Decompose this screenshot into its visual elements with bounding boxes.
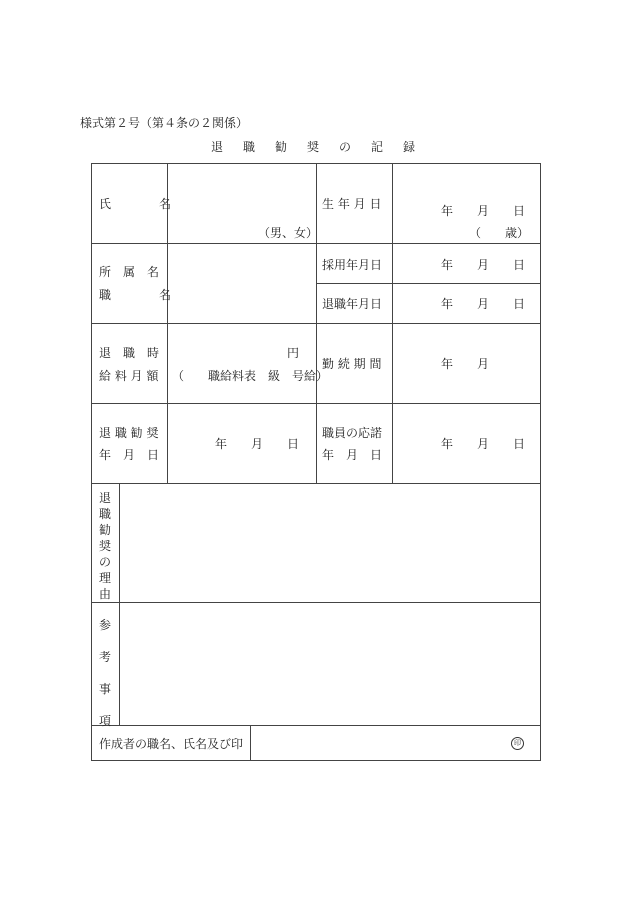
author-label: 作成者の職名、氏名及び印 [99, 737, 244, 751]
recommendation-date-value: 年 月 日 [215, 437, 300, 451]
age-value: （ 歳） [469, 226, 530, 240]
record-form-table [91, 163, 541, 761]
acceptance-date-label-line2: 年 月 日 [322, 448, 383, 462]
position-label: 職 名 [99, 288, 172, 302]
form-title: 退 職 勧 奨 の 記 録 [210, 140, 419, 154]
table-border-right [540, 163, 541, 761]
acceptance-date-value: 年 月 日 [441, 437, 526, 451]
salary-label-line2: 給 料 月 額 [99, 369, 159, 383]
recommendation-reason-label: 退職勧奨の理由 [98, 491, 111, 601]
recommendation-date-label-line2: 年 月 日 [99, 448, 160, 462]
row-divider [91, 725, 541, 726]
table-border-bottom [91, 760, 541, 761]
hire-date-label: 採用年月日 [322, 258, 383, 272]
row-divider [91, 602, 541, 603]
salary-label-line1: 退 職 時 [99, 346, 160, 360]
row-divider [91, 483, 541, 484]
retirement-date-label: 退職年月日 [322, 297, 383, 311]
column-divider [250, 725, 251, 761]
acceptance-date-label-line1: 職員の応諾 [322, 426, 383, 440]
hire-date-value: 年 月 日 [441, 258, 526, 272]
service-period-label: 勤 続 期 間 [322, 357, 382, 371]
retirement-date-value: 年 月 日 [441, 297, 526, 311]
row-divider [316, 283, 541, 284]
column-divider [119, 483, 120, 725]
seal-mark: 印 [511, 737, 524, 750]
column-divider [167, 163, 168, 483]
recommendation-reason-field[interactable] [121, 485, 539, 601]
reference-notes-field[interactable] [121, 604, 539, 724]
gender-note: （男、女） [258, 226, 319, 240]
birth-date-label: 生 年 月 日 [322, 197, 382, 211]
table-border-left [91, 163, 92, 761]
salary-yen-unit: 円 [287, 346, 300, 360]
salary-grade-note: （ 職給料表 級 号給） [172, 369, 329, 383]
column-divider [316, 163, 317, 483]
recommendation-date-label-line1: 退 職 勧 奨 [99, 426, 159, 440]
name-label: 氏 名 [99, 197, 172, 211]
department-label: 所 属 名 [99, 265, 160, 279]
form-number: 様式第２号（第４条の２関係） [80, 116, 249, 130]
reference-notes-label: 参考事項 [98, 618, 111, 728]
author-field[interactable] [252, 727, 522, 759]
service-period-value: 年 月 [441, 357, 490, 371]
column-divider [392, 163, 393, 483]
birth-date-value: 年 月 日 [441, 204, 526, 218]
